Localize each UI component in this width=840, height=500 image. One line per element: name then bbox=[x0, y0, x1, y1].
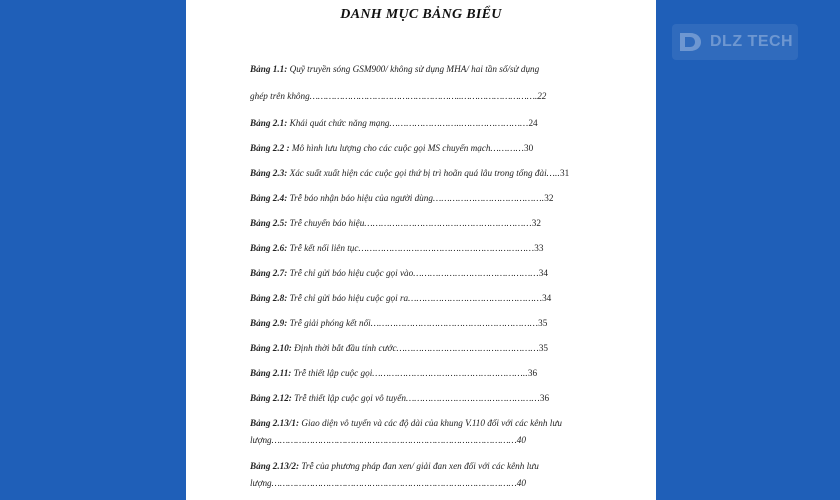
toc-entry: Bảng 2.2 : Mô hình lưu lượng cho các cuộc gọi MS chuyển mạch…………30 bbox=[250, 143, 534, 153]
toc-entry: Bảng 2.12: Trễ thiết lập cuộc gọi vô tuyến…………………………………………36 bbox=[250, 393, 550, 403]
watermark-logo bbox=[672, 24, 798, 60]
toc-entry: Bảng 2.11: Trễ thiết lập cuộc gọi………………………………………………..36 bbox=[250, 368, 538, 378]
toc-entry: Bảng 2.13/2: Trễ của phương pháp đan xen/ giải đan xen đối với các kênh lưu bbox=[250, 461, 539, 471]
toc-entry: Bảng 2.7: Trễ chỉ gửi báo hiệu cuộc gọi vào………………………………………34 bbox=[250, 268, 548, 278]
toc-entry: Bảng 2.13/1: Giao diện vô tuyến và các độ dài của khung V.110 đối với các kênh lưu bbox=[250, 418, 562, 428]
toc-entry: Bảng 2.9: Trễ giải phóng kết nối……………………………………………………35 bbox=[250, 318, 548, 328]
page-title: DANH MỤC BẢNG BIỂU bbox=[340, 7, 502, 22]
toc-entry: Bảng 2.4: Trễ báo nhận báo hiệu của người dùng………………………………….32 bbox=[250, 193, 554, 203]
toc-entry-continued: lượng………………………………………………………………………………40 bbox=[250, 435, 526, 445]
toc-entry: Bảng 2.6: Trễ kết nối liên tục………………………………………………………33 bbox=[250, 243, 544, 253]
toc-entry-continued: lượng………………………………………………………………………………40 bbox=[250, 478, 526, 488]
dlz-logo-icon bbox=[678, 31, 704, 53]
document-page bbox=[186, 0, 656, 500]
toc-entry-continued: ghép trên không………………………………………………..……………………….22 bbox=[250, 91, 547, 101]
toc-entry: Bảng 2.5: Trễ chuyển báo hiệu……………………………………………………32 bbox=[250, 218, 541, 228]
watermark-text: DLZ TECH bbox=[710, 33, 794, 50]
toc-entry: Bảng 1.1: Quỹ truyền sóng GSM900/ không sử dụng MHA/ hai tần số/sử dụng bbox=[250, 64, 540, 74]
toc-entry: Bảng 2.3: Xác suất xuất hiện các cuộc gọi thứ bị trì hoãn quá lâu trong tổng đài…..31 bbox=[250, 168, 570, 178]
toc-entry: Bảng 2.10: Định thời bắt đầu tính cước……………………………………………35 bbox=[250, 343, 548, 353]
toc-entry: Bảng 2.1: Khái quát chức năng mạng……………………..……………………24 bbox=[250, 118, 538, 128]
toc-entry: Bảng 2.8: Trễ chỉ gửi báo hiệu cuộc gọi ra…………………………………………34 bbox=[250, 293, 552, 303]
